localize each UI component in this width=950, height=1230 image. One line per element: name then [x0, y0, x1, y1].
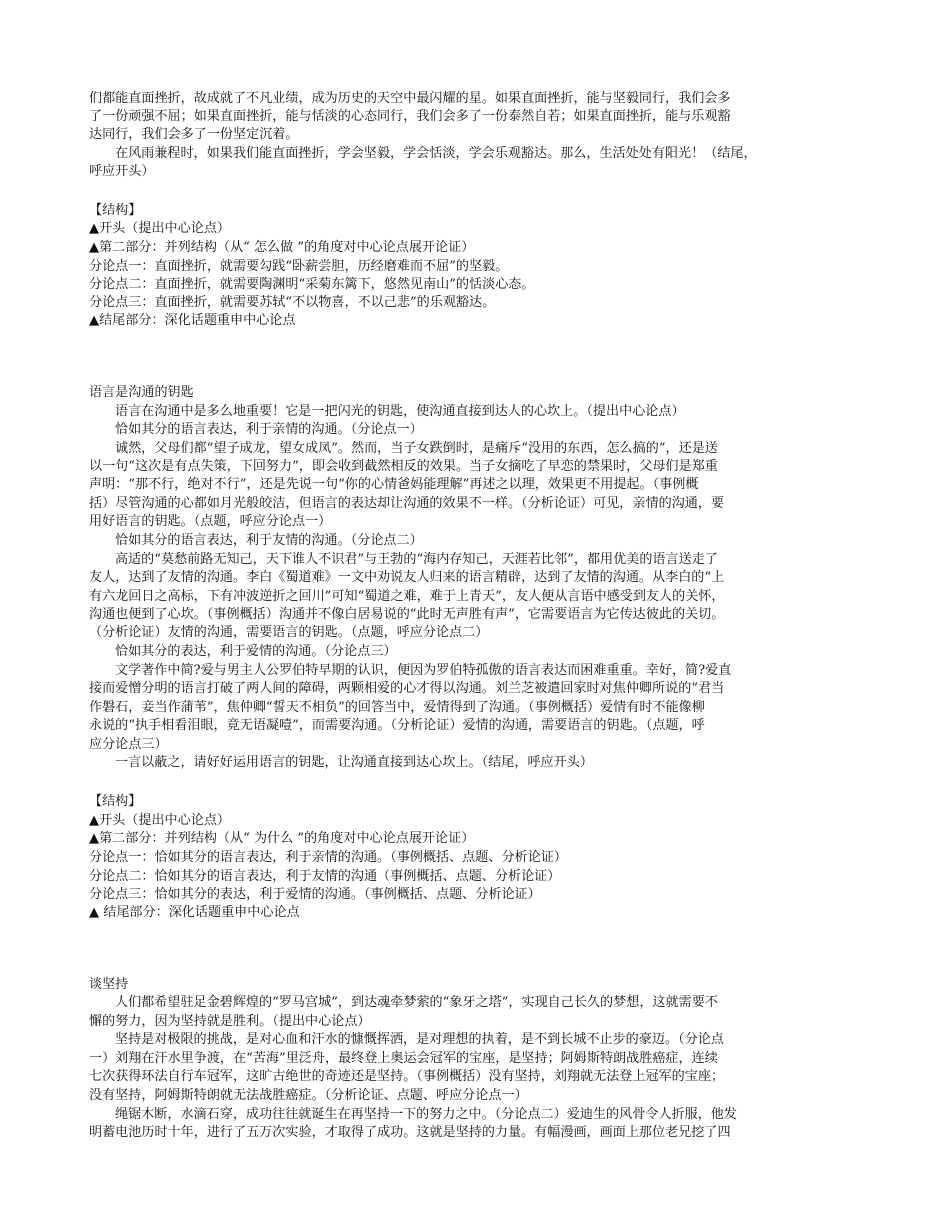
text-line: 分论点三：恰如其分的表达，利于爱情的沟通。（事例概括、点题、分析论证） [89, 887, 541, 902]
text-line: 明蓄电池历时十年，进行了五万次实验，才取得了成功。这就是坚持的力量。有幅漫画，画面上那位老兄挖了四 [89, 1125, 731, 1140]
text-line: 一言以蔽之，请好好运用语言的钥匙，让沟通直接到达心坎上。（结尾，呼应开头） [115, 755, 593, 770]
text-line: 七次获得环法自行车冠军，这旷古绝世的奇迹还是坚持。（事例概括）没有坚持，刘翔就无法登上冠军的宝座； [89, 1069, 725, 1084]
text-line: 友人，达到了友情的沟通。李白《蜀道难》一文中劝说友人归来的语言精辟，达到了友情的沟通。从李白的“上 [89, 570, 725, 585]
text-line: 应分论点三） [89, 737, 168, 752]
text-line: 有六龙回日之高标，下有冲波逆折之回川”可知“蜀道之难，难于上青天”，友人便从言语中感受到友人的关怀， [89, 589, 725, 604]
text-line: 恰如其分的语言表达，利于亲情的沟通。（分论点一） [115, 422, 423, 437]
text-line: 高适的“莫愁前路无知己，天下谁人不识君”与王勃的“海内存知己，天涯若比邻”，都用优美的语言送走了 [115, 552, 718, 567]
text-line: ▲结尾部分：深化话题重申中心论点 [89, 313, 296, 328]
text-line: 括）尽管沟通的心都如月光般皎洁，但语言的表达却让沟通的效果不一样。（分析论证）可见，亲情的沟通，要 [89, 496, 725, 511]
text-line: 恰如其分的表达，利于爱情的沟通。（分论点三） [115, 644, 397, 659]
text-line: 一）刘翔在汗水里争渡，在“苦海”里泛舟，最终登上奥运会冠军的宝座，是坚持；阿姆斯特朗战胜癌症，连续 [89, 1051, 718, 1066]
text-line: 分论点二：恰如其分的语言表达，利于友情的沟通（事例概括、点题、分析论证） [89, 869, 561, 884]
text-line: 懈的努力，因为坚持就是胜利。（提出中心论点） [89, 1014, 371, 1029]
text-line: （分析论证）友情的沟通，需要语言的钥匙。（点题，呼应分论点二） [89, 625, 489, 640]
text-line: 们都能直面挫折，故成就了不凡业绩，成为历史的天空中最闪耀的星。如果直面挫折，能与坚毅同行，我们会多 [89, 91, 731, 106]
text-line: 作磐石，妾当作蒲苇”，焦仲卿“誓天不相负”的回答当中，爱情得到了沟通。（事例概括）爱情有时不能像柳 [89, 700, 705, 715]
text-line: 诚然，父母们都“望子成龙，望女成凤”。然而，当子女跌倒时，是痛斥“没用的东西，怎么搞的”，还是送 [115, 441, 718, 456]
text-line: ▲第二部分：并列结构（从“ 怎么做 ”的角度对中心论点展开论证） [89, 240, 475, 255]
text-line: 人们都希望驻足金碧辉煌的“罗马宫城”，到达魂牵梦萦的“象牙之塔”，实现自己长久的梦想，这就需要不 [115, 995, 718, 1010]
text-line: 分论点一：直面挫折，就需要勾践“卧薪尝胆，历经磨难而不屈”的坚毅。 [89, 259, 509, 274]
text-line: 谈坚持 [89, 977, 129, 992]
text-line: ▲第二部分：并列结构（从“ 为什么 ”的角度对中心论点展开论证） [89, 831, 475, 846]
text-line: 没有坚持，阿姆斯特朗就无法战胜癌症。（分析论证、点题、呼应分论点一） [89, 1088, 528, 1103]
text-line: 语言是沟通的钥匙 [89, 385, 194, 400]
text-line: ▲开头（提出中心论点） [89, 221, 231, 236]
text-line: 声明：“那不行，绝对不行”，还是先说一句“你的心情爸妈能理解”再述之以理，效果更不用提起。（事例概 [89, 477, 699, 492]
text-line: 分论点一：恰如其分的语言表达，利于亲情的沟通。（事例概括、点题、分析论证） [89, 850, 567, 865]
text-line: 坚持是对极限的挑战，是对心血和汗水的慷慨挥洒，是对理想的执着，是不到长城不止步的豪迈。（分论点 [115, 1032, 724, 1047]
text-line: 达同行，我们会多了一份坚定沉着。 [89, 127, 299, 142]
text-line: 语言在沟通中是多么地重要！它是一把闪光的钥匙，使沟通直接到达人的心坎上。（提出中心论点） [115, 404, 685, 419]
text-line: 沟通也便到了心坎。（事例概括）沟通并不像白居易说的“此时无声胜有声”，它需要语言为它传达彼此的关切。 [89, 607, 725, 622]
text-line: 永说的“执手相看泪眼，竟无语凝噎”，而需要沟通。（分析论证）爱情的沟通，需要语言的钥匙。（点题，呼 [89, 718, 705, 733]
text-line: ▲ 结尾部分：深化话题重申中心论点 [89, 905, 300, 920]
text-line: 用好语言的钥匙。（点题，呼应分论点一） [89, 514, 332, 529]
text-line: 文学著作中简?爱与男主人公罗伯特早期的认识，便因为罗伯特孤傲的语言表达而困难重重。幸好，简?爱直 [115, 663, 732, 678]
text-line: 了一份顽强不屈；如果直面挫折，能与恬淡的心态同行，我们会多了一份泰然自若；如果直面挫折，能与乐观豁 [89, 109, 731, 124]
text-line: 【结构】 [89, 203, 142, 218]
text-line: 在风雨兼程时，如果我们能直面挫折，学会坚毅，学会恬淡，学会乐观豁达。那么，生活处处有阳光！（结尾， [115, 146, 757, 161]
text-line: ▲开头（提出中心论点） [89, 813, 231, 828]
text-line: 呼应开头） [89, 164, 155, 179]
text-line: 分论点二：直面挫折，就需要陶渊明“采菊东篱下，悠然见南山”的恬淡心态。 [89, 277, 535, 292]
text-line: 恰如其分的语言表达，利于友情的沟通。（分论点二） [115, 533, 423, 548]
text-line: 绳锯木断，水滴石穿，成功往往就诞生在再坚持一下的努力之中。（分论点二）爱迪生的风骨令人折服，他发 [115, 1107, 737, 1122]
text-line: 分论点三：直面挫折，就需要苏轼“不以物喜，不以己悲”的乐观豁达。 [89, 295, 496, 310]
text-line: 【结构】 [89, 794, 142, 809]
text-line: 以一句“这次是有点失策，下回努力”，即会收到截然相反的效果。当子女摘吃了早恋的禁果时，父母们是郑重 [89, 459, 718, 474]
text-line: 接而爱憎分明的语言打破了两人间的障碍，两颗相爱的心才得以沟通。刘兰芝被遣回家时对焦仲卿所说的“君当 [89, 681, 725, 696]
